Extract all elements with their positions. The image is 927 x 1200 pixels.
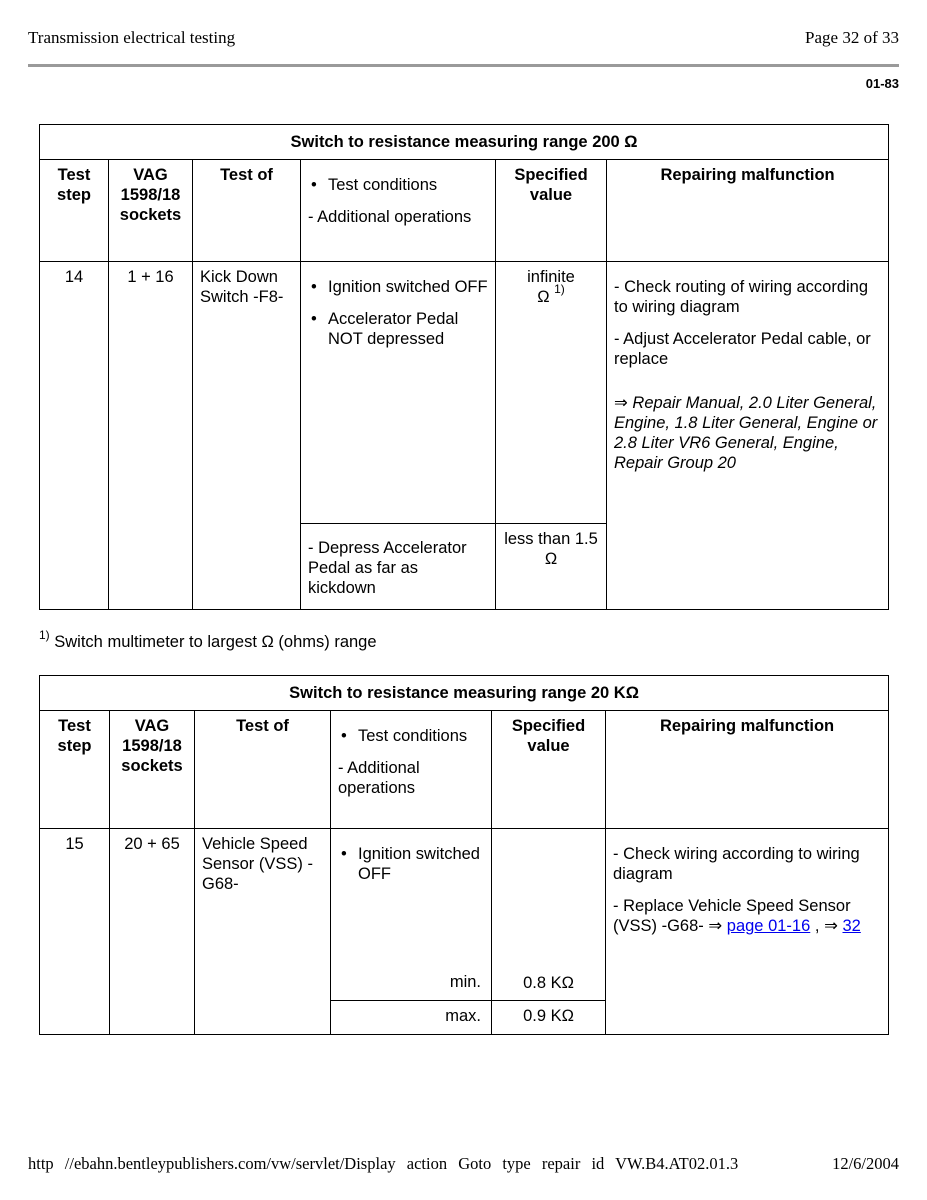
header-test-step: Test step <box>40 160 109 262</box>
repair-step: - Check routing of wiring according to wiring diagram <box>614 278 869 316</box>
specified-value-cell: less than 1.5 Ω <box>496 524 607 610</box>
arrow-icon: ⇒ <box>824 917 838 935</box>
max-label: max. <box>445 1007 481 1025</box>
footnote-ref: 1) <box>554 282 565 296</box>
value-text: infinite <box>527 268 575 286</box>
condition-item: • Accelerator Pedal NOT depressed <box>308 309 488 349</box>
repair-step: - Adjust Accelerator Pedal cable, or replace <box>614 330 871 368</box>
page-32-link[interactable]: 32 <box>842 917 861 935</box>
resistance-table-20-kohm <box>39 675 889 1035</box>
header-test-of: Test of <box>193 160 301 262</box>
page-01-16-link[interactable]: page 01-16 <box>726 917 811 935</box>
condition-kickdown-cell: - Depress Accelerator Pedal as far as kickdown <box>301 524 496 610</box>
test-step-cell: 15 <box>40 829 110 1035</box>
specified-value-cell <box>496 262 607 524</box>
header-repairing: Repairing malfunction <box>606 711 889 829</box>
condition-item: • Ignition switched OFF <box>338 844 484 884</box>
table-title: Switch to resistance measuring range 20 KΩ <box>40 676 889 711</box>
header-specified-value: Specified value <box>492 711 606 829</box>
header-test-conditions <box>331 711 492 829</box>
header-specified-value: Specified value <box>496 160 607 262</box>
sockets-cell: 20 + 65 <box>110 829 195 1035</box>
min-label: min. <box>449 973 481 991</box>
test-of-cell: Kick Down Switch -F8- <box>193 262 301 610</box>
footer-date: 12/6/2004 <box>832 1154 899 1173</box>
footnote-text: Switch multimeter to largest Ω (ohms) range <box>54 633 377 651</box>
repairing-cell <box>607 262 889 610</box>
resistance-table-200-ohm <box>39 124 889 610</box>
conditions-cell <box>331 829 492 1001</box>
document-title: Transmission electrical testing <box>28 28 236 47</box>
header-vag-sockets: VAG 1598/18 sockets <box>109 160 193 262</box>
specified-min-cell: 0.8 KΩ <box>492 829 606 1001</box>
section-code: 01-83 <box>865 76 899 91</box>
header-test-conditions <box>301 160 496 262</box>
header-conditions-additional: - Additional operations <box>338 759 420 797</box>
test-of-cell: Vehicle Speed Sensor (VSS) -G68- <box>195 829 331 1035</box>
header-test-step: Test step <box>40 711 110 829</box>
table-title: Switch to resistance measuring range 200 Ω <box>40 125 889 160</box>
max-label-cell <box>331 1001 492 1035</box>
footnote-mark: 1) <box>39 628 50 642</box>
value-unit: Ω $^{1)}$ <box>537 282 565 306</box>
arrow-icon: ⇒ <box>614 394 628 412</box>
footnote <box>39 628 377 652</box>
page-number: Page 32 of 33 <box>805 28 899 47</box>
footer-url: http //ebahn.bentleypublishers.com/vw/servlet/Display action Goto type repair id VW.B4.AT02.01.3 <box>28 1154 739 1173</box>
sockets-cell: 1 + 16 <box>109 262 193 610</box>
specified-max-cell: 0.9 KΩ <box>492 1001 606 1035</box>
repair-step: - Check wiring according to wiring diagram <box>613 845 860 883</box>
repair-manual-reference: ⇒ Repair Manual, 2.0 Liter General, Engine, 1.8 Liter General, Engine or 2.8 Liter VR6 General, Engine, Repair Group 20 <box>614 394 878 472</box>
condition-item: • Ignition switched OFF <box>308 277 488 297</box>
test-step-cell: 14 <box>40 262 109 610</box>
conditions-cell <box>301 262 496 524</box>
repair-step: - Replace Vehicle Speed Sensor (VSS) -G68- ⇒ page 01-16 , ⇒ 32 <box>613 897 861 935</box>
header-vag-sockets: VAG 1598/18 sockets <box>110 711 195 829</box>
header-divider <box>28 64 899 67</box>
header-test-of: Test of <box>195 711 331 829</box>
header-conditions-bullet: • Test conditions <box>338 726 484 746</box>
repairing-cell <box>606 829 889 1035</box>
header-conditions-additional: - Additional operations <box>308 208 472 226</box>
header-repairing: Repairing malfunction <box>607 160 889 262</box>
header-conditions-bullet: • Test conditions <box>308 175 488 195</box>
